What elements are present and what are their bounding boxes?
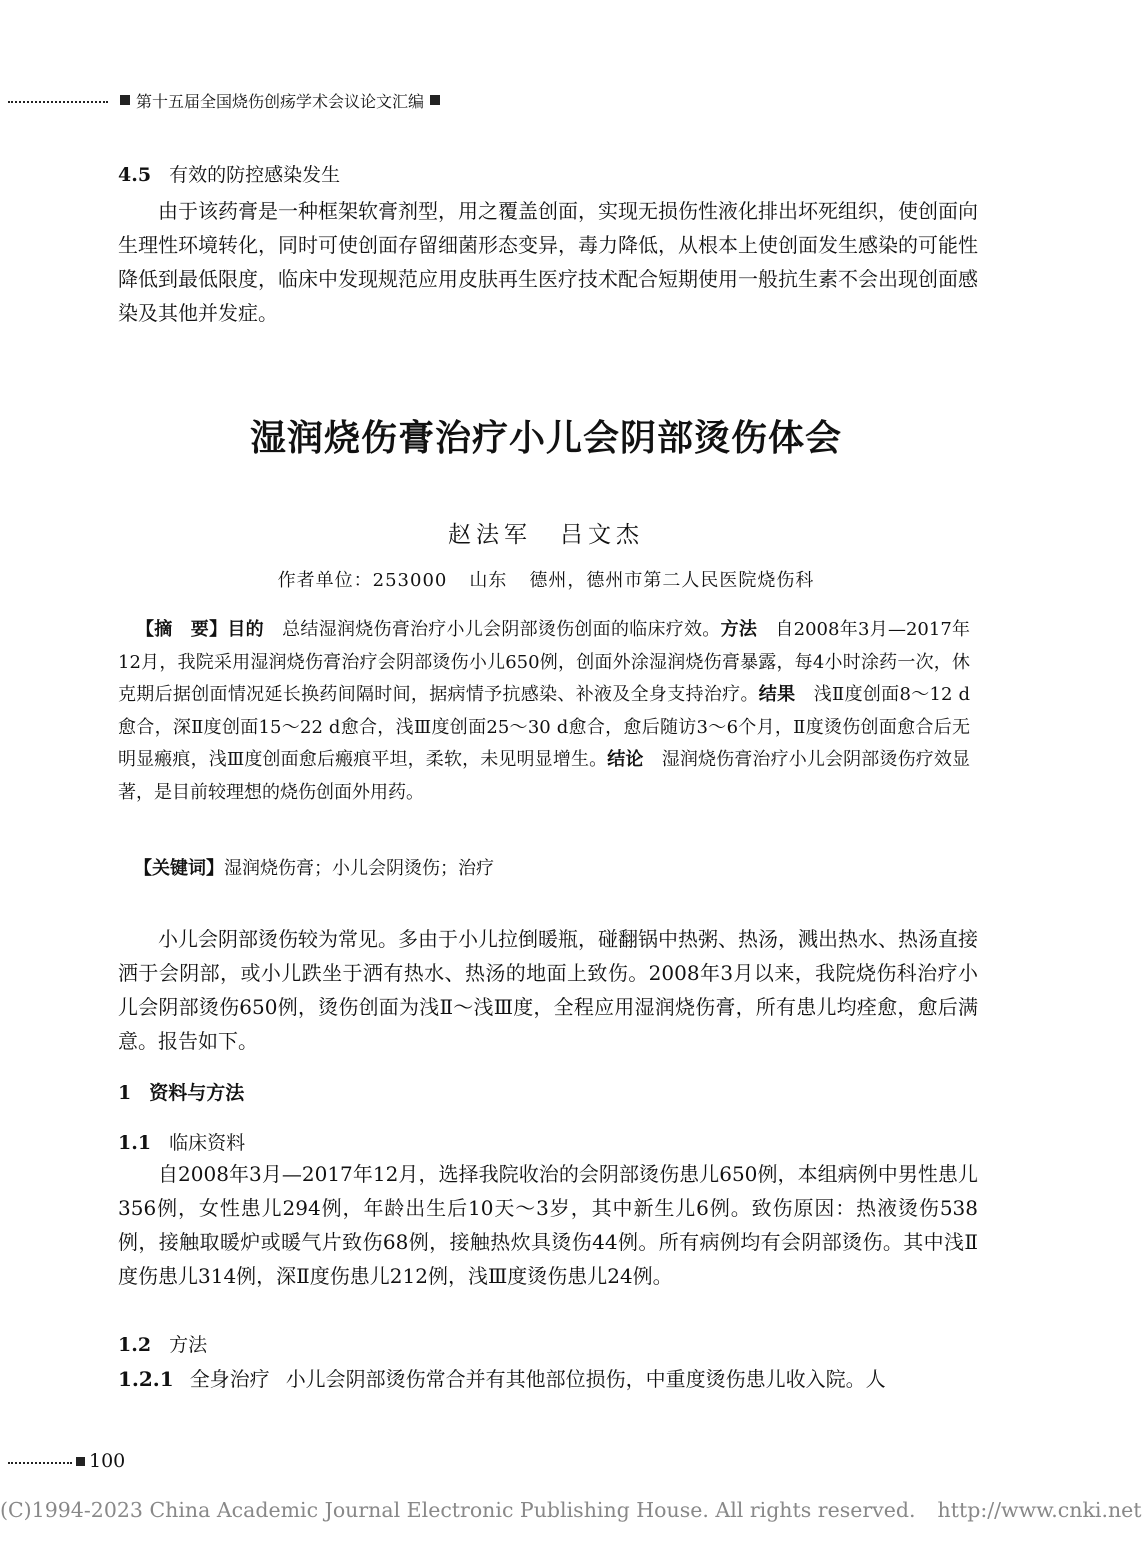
section-title: 有效的防控感染发生 <box>169 164 341 186</box>
page-number: 100 <box>89 1450 126 1472</box>
section-heading-1-1 <box>118 1128 245 1155</box>
section-number: 4.5 <box>118 164 152 186</box>
abstract <box>118 614 970 809</box>
header-square-icon <box>120 95 130 105</box>
author-name: 吕文杰 <box>560 522 644 548</box>
methods-text: 自2008年3月—2017年12月，我院采用湿润烧伤膏治疗会阴部烫伤小儿650例，创面外涂湿润烧伤膏暴露，每4小时涂药一次，休克期后据创面情况延长换药间隔时间，据病情予抗感染、补液及全身支持治疗。 <box>118 619 971 705</box>
section-1-1-body: 自2008年3月—2017年12月，选择我院收治的会阴部烫伤患儿650例，本组病例中男性患儿356例，女性患儿294例，年龄出生后10天～3岁，其中新生儿6例。致伤原因：热液烫伤538例，接触取暖炉或暖气片致伤68例，接触热炊具烫伤44例。所有病例均有会阴部烫伤。其中浅Ⅱ度伤患儿314例，深Ⅱ度伤患儿212例，浅Ⅲ度烫伤患儿24例。 <box>118 1162 978 1288</box>
objective-label: 目的 <box>227 619 264 640</box>
footer-square-icon <box>76 1457 85 1466</box>
footer-url[interactable]: http://www.cnki.net <box>937 1498 1142 1522</box>
section-title: 临床资料 <box>169 1132 246 1154</box>
methods-label: 方法 <box>720 619 758 640</box>
author-name: 赵法军 <box>448 522 532 548</box>
section-number: 1.2 <box>118 1334 152 1356</box>
section-1-2-1 <box>118 1362 978 1396</box>
affiliation-detail: 德州，德州市第二人民医院烧伤科 <box>529 570 815 591</box>
objective-text: 总结湿润烧伤膏治疗小儿会阴部烫伤创面的临床疗效。 <box>281 619 721 640</box>
keywords-label: 【关键词】 <box>134 858 224 879</box>
keywords-text: 湿润烧伤膏；小儿会阴烫伤；治疗 <box>224 858 494 879</box>
intro-paragraph: 小儿会阴部烫伤较为常见。多由于小儿拉倒暖瓶，碰翻锅中热粥、热汤，溅出热水、热汤直接洒于会阴部，或小儿跌坐于洒有热水、热汤的地面上致伤。2008年3月以来，我院烧伤科治疗小儿会阴部烫伤650例，烫伤创面为浅Ⅱ～浅Ⅲ度，全程应用湿润烧伤膏，所有患儿均痊愈，愈后满意。报告如下。 <box>118 927 978 1053</box>
results-label: 结果 <box>758 684 796 705</box>
running-header-title: 第十五届全国烧伤创疡学术会议论文汇编 <box>136 91 425 111</box>
copyright-footer <box>0 1498 1142 1522</box>
page-number-block <box>8 1450 125 1472</box>
section-heading-1-2 <box>118 1330 207 1357</box>
header-square-icon <box>430 95 440 105</box>
section-number: 1 <box>118 1082 132 1104</box>
affiliation-label: 作者单位：253000 <box>277 570 448 591</box>
section-4-5-body: 由于该药膏是一种框架软膏剂型，用之覆盖创面，实现无损伤性液化排出坏死组织，使创面向生理性环境转化，同时可使创面存留细菌形态变异，毒力降低，从根本上使创面发生感染的可能性降低到最低限度，临床中发现规范应用皮肤再生医疗技术配合短期使用一般抗生素不会出现创面感染及其他并发症。 <box>118 199 978 325</box>
affiliation-province: 山东 <box>469 570 508 591</box>
keywords <box>134 854 494 880</box>
footer-dotted-rule <box>8 1462 72 1464</box>
section-number: 1.1 <box>118 1132 152 1154</box>
conclusion-label: 结论 <box>607 749 644 770</box>
header-dotted-rule <box>8 101 108 103</box>
section-1-2-1-body: 小儿会阴部烫伤常合并有其他部位损伤，中重度烫伤患儿收入院。人 <box>285 1367 886 1391</box>
section-heading-4-5 <box>118 160 340 187</box>
author-affiliation <box>0 566 1092 592</box>
running-header <box>8 90 568 110</box>
section-number: 1.2.1 <box>118 1367 174 1391</box>
results-text: 浅Ⅱ度创面8～12 d愈合，深Ⅱ度创面15～22 d愈合，浅Ⅲ度创面25～30 d愈合，愈后随访3～6个月，Ⅱ度烫伤创面愈合后无明显瘢痕，浅Ⅲ度创面愈后瘢痕平坦，柔软，未见明显增生。 <box>118 684 971 770</box>
article-title: 湿润烧伤膏治疗小儿会阴部烫伤体会 <box>249 417 842 459</box>
abstract-label: 【摘 要】 <box>136 619 228 640</box>
conclusion-text: 湿润烧伤膏治疗小儿会阴部烫伤疗效显著，是目前较理想的烧伤创面外用药。 <box>118 749 971 803</box>
copyright-text: (C)1994-2023 China Academic Journal Electronic Publishing House. All rights reserved. <box>0 1498 916 1522</box>
section-title: 资料与方法 <box>149 1082 245 1104</box>
article-authors <box>0 516 1092 549</box>
section-heading-1 <box>118 1078 244 1105</box>
section-title: 方法 <box>169 1334 208 1356</box>
section-title: 全身治疗 <box>189 1367 270 1391</box>
